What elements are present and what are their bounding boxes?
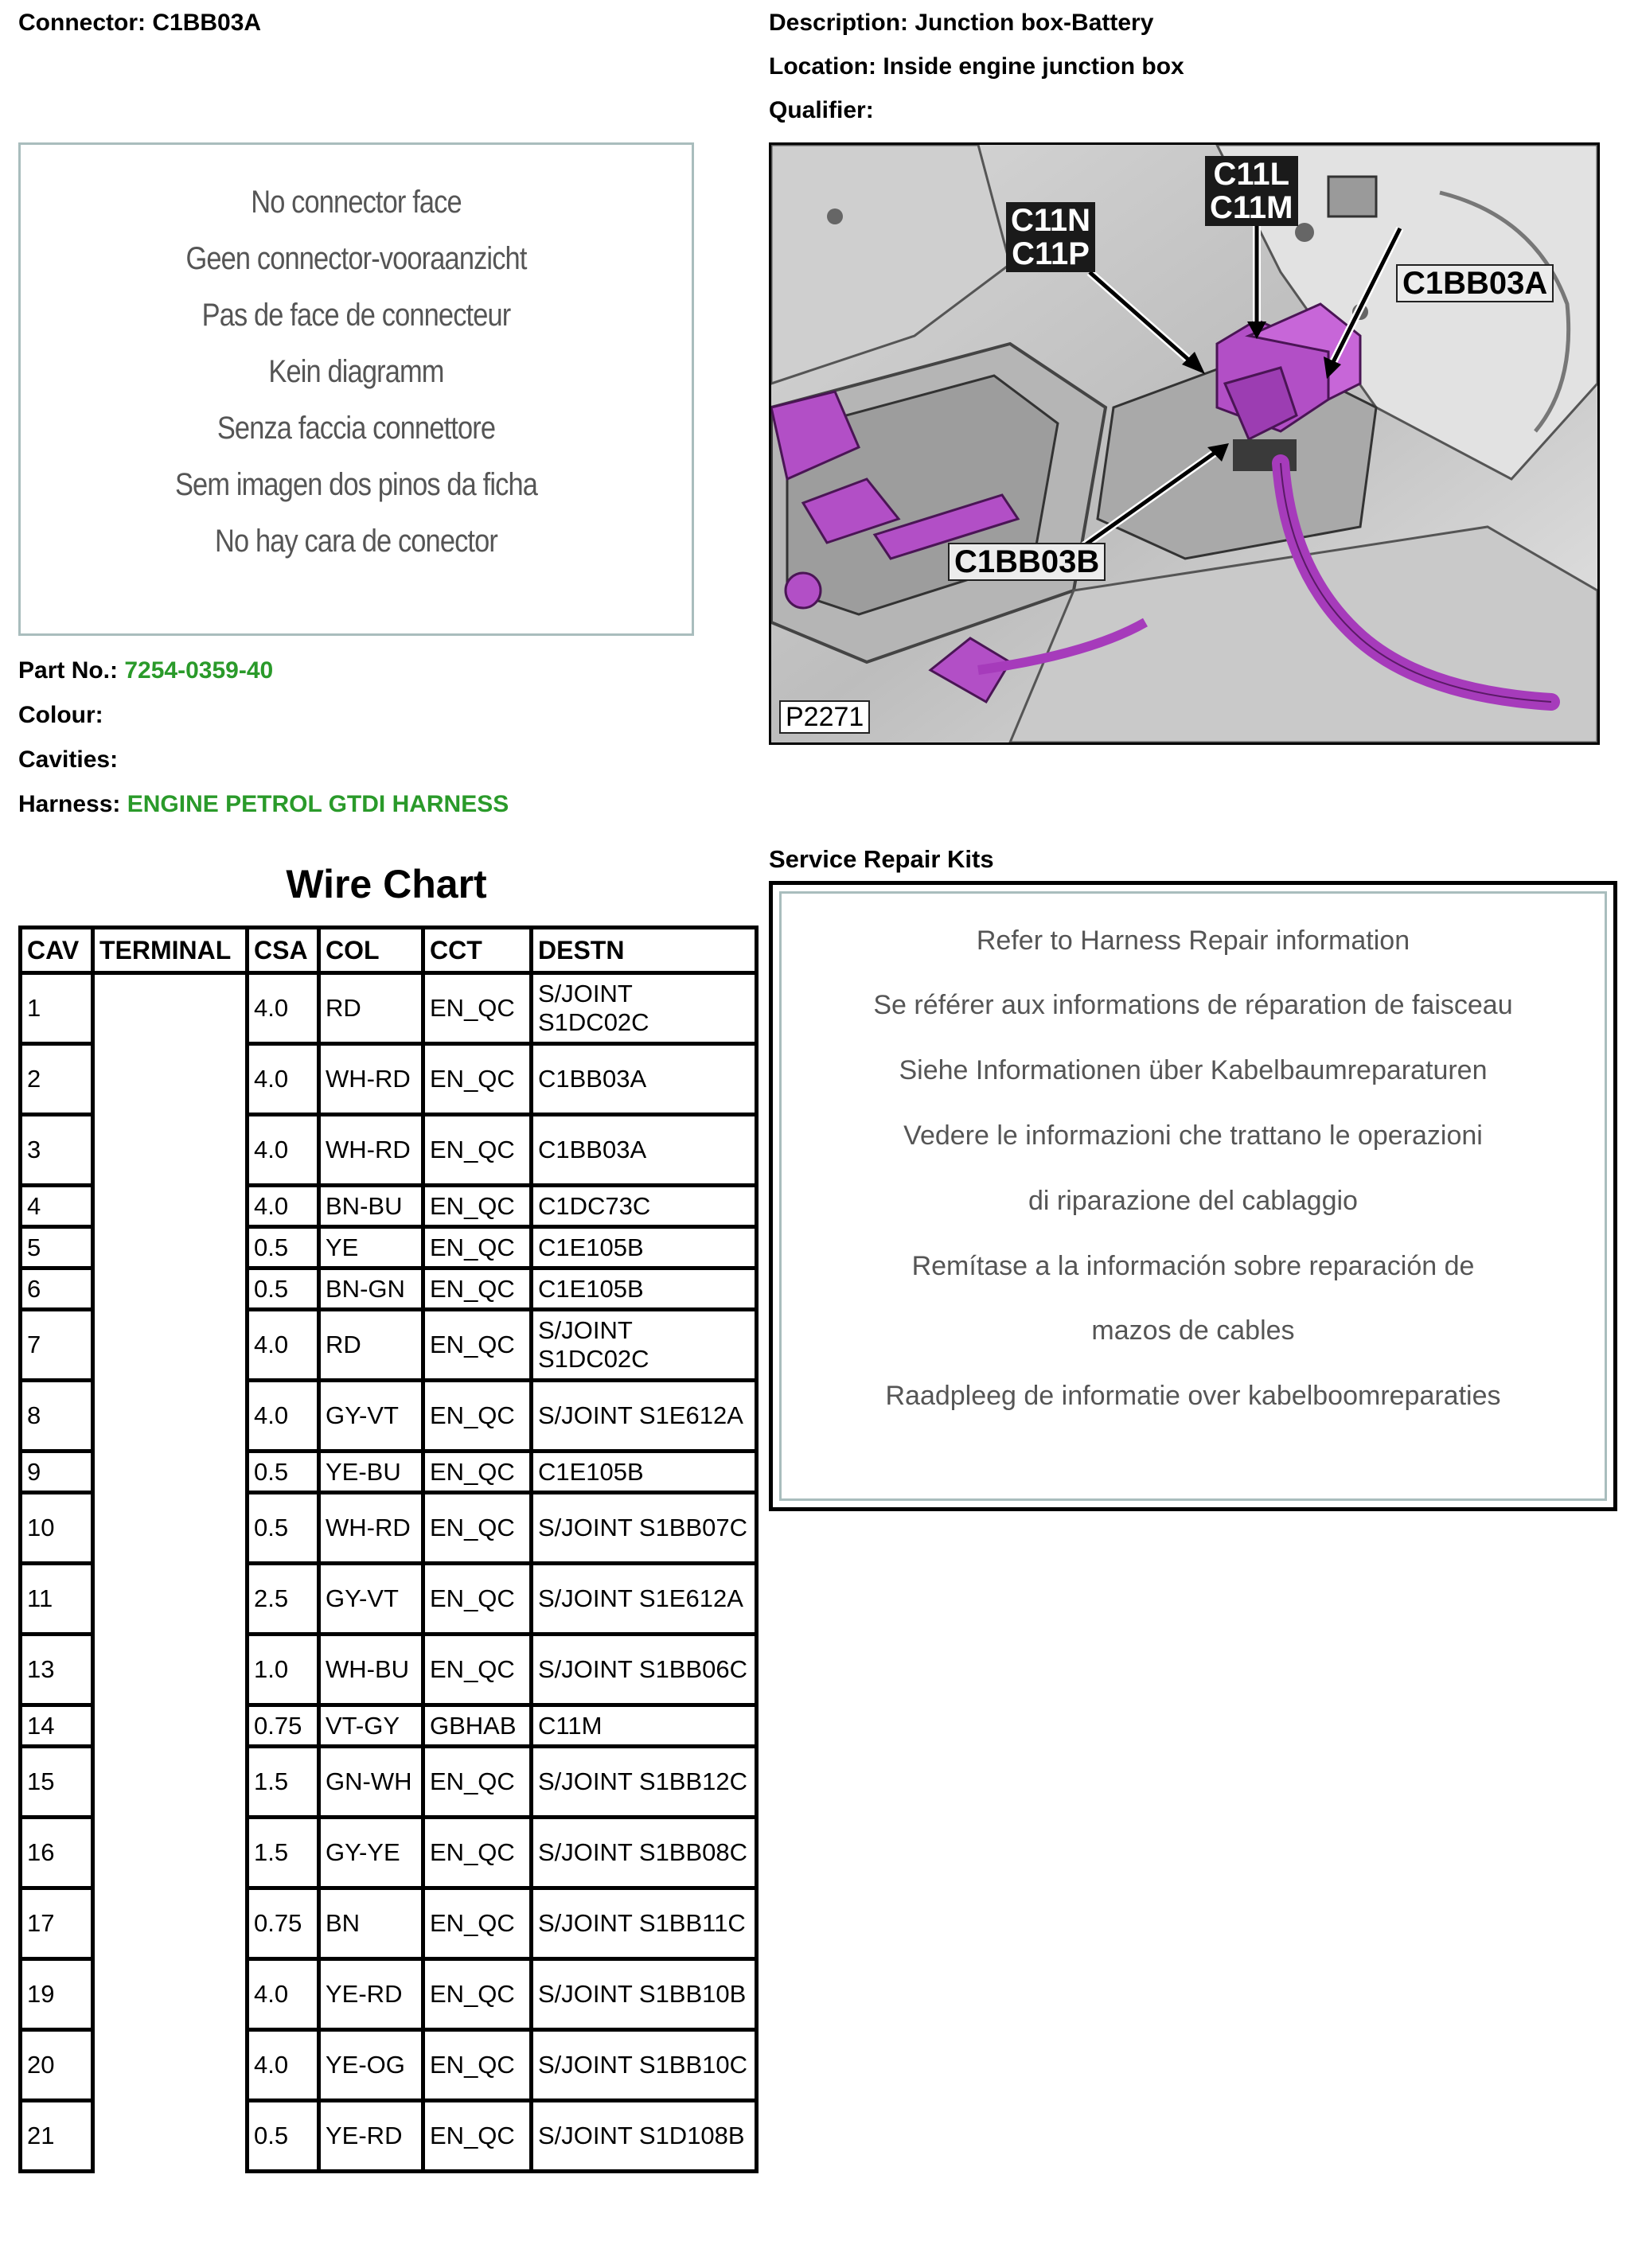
cell-cct: EN_QC bbox=[423, 1564, 532, 1635]
cell-col: GY-VT bbox=[319, 1564, 423, 1635]
location-value: Inside engine junction box bbox=[883, 53, 1184, 80]
cell-csa: 1.5 bbox=[248, 1818, 319, 1888]
connector-heading bbox=[18, 10, 261, 37]
cell-csa: 0.5 bbox=[248, 1493, 319, 1564]
wire-chart-title: Wire Chart bbox=[286, 862, 487, 906]
cell-terminal bbox=[93, 1818, 248, 1888]
cell-csa: 0.5 bbox=[248, 1268, 319, 1310]
engine-bay-illustration bbox=[771, 145, 1597, 742]
cell-terminal bbox=[93, 1635, 248, 1705]
cell-col: YE-RD bbox=[319, 1959, 423, 2030]
repair-info-line: Siehe Informationen über Kabelbaumreparaturen bbox=[899, 1055, 1488, 1085]
cell-cav: 15 bbox=[21, 1747, 93, 1818]
column-header-col: COL bbox=[319, 928, 423, 973]
cell-terminal bbox=[93, 1888, 248, 1959]
table-row bbox=[21, 1227, 757, 1268]
cell-csa: 0.5 bbox=[248, 2101, 319, 2172]
cell-csa: 4.0 bbox=[248, 1381, 319, 1452]
location-label: Location: bbox=[769, 53, 876, 80]
colour-label: Colour: bbox=[18, 702, 103, 728]
cell-terminal bbox=[93, 1115, 248, 1186]
no-face-line: Kein diagramm bbox=[268, 354, 444, 389]
callout-c1bb03a bbox=[1396, 264, 1554, 302]
cell-destn: C1BB03A bbox=[532, 1115, 757, 1186]
column-header-cav: CAV bbox=[21, 928, 93, 973]
cell-cct: EN_QC bbox=[423, 1115, 532, 1186]
cell-csa: 4.0 bbox=[248, 2030, 319, 2101]
cell-terminal bbox=[93, 1268, 248, 1310]
cell-csa: 4.0 bbox=[248, 1115, 319, 1186]
cell-cav: 2 bbox=[21, 1044, 93, 1115]
cell-terminal bbox=[93, 1747, 248, 1818]
cell-cav: 7 bbox=[21, 1310, 93, 1381]
description-line bbox=[769, 10, 1153, 37]
harness-label: Harness: bbox=[18, 791, 121, 817]
cell-cav: 21 bbox=[21, 2101, 93, 2172]
cell-destn: S/JOINT S1E612A bbox=[532, 1381, 757, 1452]
cell-terminal bbox=[93, 1493, 248, 1564]
cell-cct: EN_QC bbox=[423, 1452, 532, 1493]
callout-label: C1BB03B bbox=[954, 544, 1100, 579]
column-header-csa: CSA bbox=[248, 928, 319, 973]
cell-terminal bbox=[93, 1186, 248, 1227]
cell-terminal bbox=[93, 1227, 248, 1268]
cell-cct: EN_QC bbox=[423, 1268, 532, 1310]
location-line bbox=[769, 53, 1184, 80]
table-row bbox=[21, 1705, 757, 1747]
cell-terminal bbox=[93, 1310, 248, 1381]
callout-c11n-c11p bbox=[1006, 202, 1095, 272]
callout-label: C11N bbox=[1011, 203, 1091, 238]
no-face-line: Geen connector-vooraanzicht bbox=[185, 241, 527, 276]
wire-chart-table bbox=[18, 926, 759, 2173]
cell-cav: 16 bbox=[21, 1818, 93, 1888]
cell-csa: 4.0 bbox=[248, 973, 319, 1044]
cell-destn: S/JOINT S1BB08C bbox=[532, 1818, 757, 1888]
cell-cct: EN_QC bbox=[423, 1635, 532, 1705]
cell-cav: 13 bbox=[21, 1635, 93, 1705]
cell-cct: EN_QC bbox=[423, 2030, 532, 2101]
cell-csa: 1.5 bbox=[248, 1747, 319, 1818]
cell-csa: 0.75 bbox=[248, 1705, 319, 1747]
cell-cav: 8 bbox=[21, 1381, 93, 1452]
cell-col: BN-GN bbox=[319, 1268, 423, 1310]
cell-col: GY-VT bbox=[319, 1381, 423, 1452]
no-face-line: Sem imagen dos pinos da ficha bbox=[174, 467, 538, 502]
cell-cav: 6 bbox=[21, 1268, 93, 1310]
table-row bbox=[21, 1310, 757, 1381]
table-row bbox=[21, 1564, 757, 1635]
cavities-label: Cavities: bbox=[18, 746, 119, 773]
cell-csa: 0.75 bbox=[248, 1888, 319, 1959]
cell-destn: S/JOINT S1BB07C bbox=[532, 1493, 757, 1564]
table-header-row bbox=[21, 928, 757, 973]
cell-terminal bbox=[93, 1959, 248, 2030]
cell-terminal bbox=[93, 1564, 248, 1635]
cell-csa: 4.0 bbox=[248, 1186, 319, 1227]
cell-cct: EN_QC bbox=[423, 1227, 532, 1268]
cell-terminal bbox=[93, 1381, 248, 1452]
cell-destn: S/JOINT S1DC02C bbox=[532, 1310, 757, 1381]
cell-cct: EN_QC bbox=[423, 1959, 532, 2030]
table-row bbox=[21, 1115, 757, 1186]
cell-col: GY-YE bbox=[319, 1818, 423, 1888]
cell-cct: EN_QC bbox=[423, 1310, 532, 1381]
no-face-line: No connector face bbox=[251, 185, 462, 220]
part-number-label: Part No.: bbox=[18, 657, 119, 684]
repair-info-line: Vedere le informazioni che trattano le operazioni bbox=[903, 1120, 1483, 1151]
callout-label: C11L bbox=[1213, 157, 1290, 192]
cell-cct: EN_QC bbox=[423, 1186, 532, 1227]
callout-label: C11M bbox=[1210, 190, 1293, 225]
table-row bbox=[21, 2101, 757, 2172]
cell-destn: C1E105B bbox=[532, 1227, 757, 1268]
description-label: Description: bbox=[769, 10, 909, 36]
cell-csa: 1.0 bbox=[248, 1635, 319, 1705]
no-face-line: Senza faccia connettore bbox=[216, 411, 496, 446]
no-connector-face-panel bbox=[18, 142, 694, 636]
callout-c1bb03b bbox=[948, 543, 1106, 581]
cell-cav: 5 bbox=[21, 1227, 93, 1268]
column-header-destn: DESTN bbox=[532, 928, 757, 973]
table-row bbox=[21, 1186, 757, 1227]
part-number-line bbox=[18, 657, 273, 684]
cell-col: YE-OG bbox=[319, 2030, 423, 2101]
cell-destn: S/JOINT S1BB10B bbox=[532, 1959, 757, 2030]
table-row bbox=[21, 1635, 757, 1705]
cell-cav: 19 bbox=[21, 1959, 93, 2030]
repair-info-line: Remítase a la información sobre reparación de bbox=[911, 1251, 1475, 1281]
cell-cav: 3 bbox=[21, 1115, 93, 1186]
cell-cav: 4 bbox=[21, 1186, 93, 1227]
cell-csa: 2.5 bbox=[248, 1564, 319, 1635]
cell-destn: C1BB03A bbox=[532, 1044, 757, 1115]
table-row bbox=[21, 2030, 757, 2101]
connector-label: Connector: bbox=[18, 10, 146, 36]
cell-destn: S/JOINT S1BB12C bbox=[532, 1747, 757, 1818]
service-repair-kits-panel bbox=[769, 881, 1617, 1511]
cell-col: WH-RD bbox=[319, 1493, 423, 1564]
harness-link[interactable]: ENGINE PETROL GTDI HARNESS bbox=[127, 791, 509, 817]
cell-cct: GBHAB bbox=[423, 1705, 532, 1747]
cell-destn: S/JOINT S1BB10C bbox=[532, 2030, 757, 2101]
table-row bbox=[21, 1747, 757, 1818]
cell-cct: EN_QC bbox=[423, 1381, 532, 1452]
cell-destn: S/JOINT S1BB11C bbox=[532, 1888, 757, 1959]
table-row bbox=[21, 1493, 757, 1564]
cell-csa: 4.0 bbox=[248, 1310, 319, 1381]
table-row bbox=[21, 1381, 757, 1452]
repair-info-line: mazos de cables bbox=[1091, 1315, 1295, 1346]
colour-line bbox=[18, 702, 103, 729]
repair-info-line: Raadpleeg de informatie over kabelboomreparaties bbox=[885, 1381, 1501, 1411]
cell-terminal bbox=[93, 2030, 248, 2101]
cell-col: GN-WH bbox=[319, 1747, 423, 1818]
cell-terminal bbox=[93, 973, 248, 1044]
cell-cav: 20 bbox=[21, 2030, 93, 2101]
cell-cct: EN_QC bbox=[423, 973, 532, 1044]
cell-col: BN-BU bbox=[319, 1186, 423, 1227]
table-row bbox=[21, 1818, 757, 1888]
cell-destn: C11M bbox=[532, 1705, 757, 1747]
repair-info-line: di riparazione del cablaggio bbox=[1028, 1186, 1358, 1216]
figure-id-label: P2271 bbox=[786, 702, 864, 732]
cell-terminal bbox=[93, 1452, 248, 1493]
qualifier-line bbox=[769, 97, 874, 124]
cell-destn: S/JOINT S1E612A bbox=[532, 1564, 757, 1635]
cell-destn: C1E105B bbox=[532, 1268, 757, 1310]
table-row bbox=[21, 1268, 757, 1310]
cell-csa: 0.5 bbox=[248, 1227, 319, 1268]
cell-csa: 4.0 bbox=[248, 1044, 319, 1115]
cell-destn: C1E105B bbox=[532, 1452, 757, 1493]
harness-line bbox=[18, 791, 509, 818]
cell-cav: 11 bbox=[21, 1564, 93, 1635]
callout-c11l-c11m bbox=[1205, 156, 1298, 226]
table-row bbox=[21, 973, 757, 1044]
cell-cct: EN_QC bbox=[423, 1888, 532, 1959]
cell-col: RD bbox=[319, 1310, 423, 1381]
cell-col: WH-RD bbox=[319, 1044, 423, 1115]
cell-col: YE bbox=[319, 1227, 423, 1268]
cell-cav: 1 bbox=[21, 973, 93, 1044]
cell-col: WH-RD bbox=[319, 1115, 423, 1186]
callout-label: C11P bbox=[1012, 236, 1090, 271]
cell-destn: S/JOINT S1DC02C bbox=[532, 973, 757, 1044]
cell-csa: 4.0 bbox=[248, 1959, 319, 2030]
cell-col: BN bbox=[319, 1888, 423, 1959]
callout-label: C1BB03A bbox=[1402, 266, 1548, 301]
column-header-terminal: TERMINAL bbox=[93, 928, 248, 973]
figure-id bbox=[779, 700, 870, 734]
cell-cct: EN_QC bbox=[423, 1818, 532, 1888]
wire-chart-body bbox=[21, 973, 757, 2172]
location-photo bbox=[769, 142, 1600, 745]
cell-cav: 14 bbox=[21, 1705, 93, 1747]
part-number-link[interactable]: 7254-0359-40 bbox=[124, 657, 274, 684]
cell-csa: 0.5 bbox=[248, 1452, 319, 1493]
connector-value: C1BB03A bbox=[152, 10, 262, 36]
cell-col: RD bbox=[319, 973, 423, 1044]
cavities-line bbox=[18, 746, 118, 774]
cell-col: YE-RD bbox=[319, 2101, 423, 2172]
cell-col: VT-GY bbox=[319, 1705, 423, 1747]
no-face-line: Pas de face de connecteur bbox=[201, 298, 511, 333]
table-row bbox=[21, 1452, 757, 1493]
cell-destn: S/JOINT S1BB06C bbox=[532, 1635, 757, 1705]
repair-info-line: Refer to Harness Repair information bbox=[976, 926, 1410, 956]
description-value: Junction box-Battery bbox=[915, 10, 1154, 36]
cell-cct: EN_QC bbox=[423, 1493, 532, 1564]
qualifier-label: Qualifier: bbox=[769, 97, 874, 123]
cell-terminal bbox=[93, 1705, 248, 1747]
cell-terminal bbox=[93, 2101, 248, 2172]
table-row bbox=[21, 1959, 757, 2030]
cell-destn: S/JOINT S1D108B bbox=[532, 2101, 757, 2172]
repair-info-line: Se référer aux informations de réparation de faisceau bbox=[873, 990, 1513, 1020]
cell-terminal bbox=[93, 1044, 248, 1115]
table-row bbox=[21, 1044, 757, 1115]
cell-destn: C1DC73C bbox=[532, 1186, 757, 1227]
cell-col: WH-BU bbox=[319, 1635, 423, 1705]
cell-cct: EN_QC bbox=[423, 2101, 532, 2172]
cell-cct: EN_QC bbox=[423, 1747, 532, 1818]
service-repair-kits-title: Service Repair Kits bbox=[769, 845, 994, 873]
cell-cct: EN_QC bbox=[423, 1044, 532, 1115]
table-row bbox=[21, 1888, 757, 1959]
cell-col: YE-BU bbox=[319, 1452, 423, 1493]
cell-cav: 10 bbox=[21, 1493, 93, 1564]
cell-cav: 17 bbox=[21, 1888, 93, 1959]
no-face-line: No hay cara de conector bbox=[214, 524, 498, 559]
cell-cav: 9 bbox=[21, 1452, 93, 1493]
column-header-cct: CCT bbox=[423, 928, 532, 973]
service-repair-kits-inner bbox=[779, 891, 1607, 1501]
